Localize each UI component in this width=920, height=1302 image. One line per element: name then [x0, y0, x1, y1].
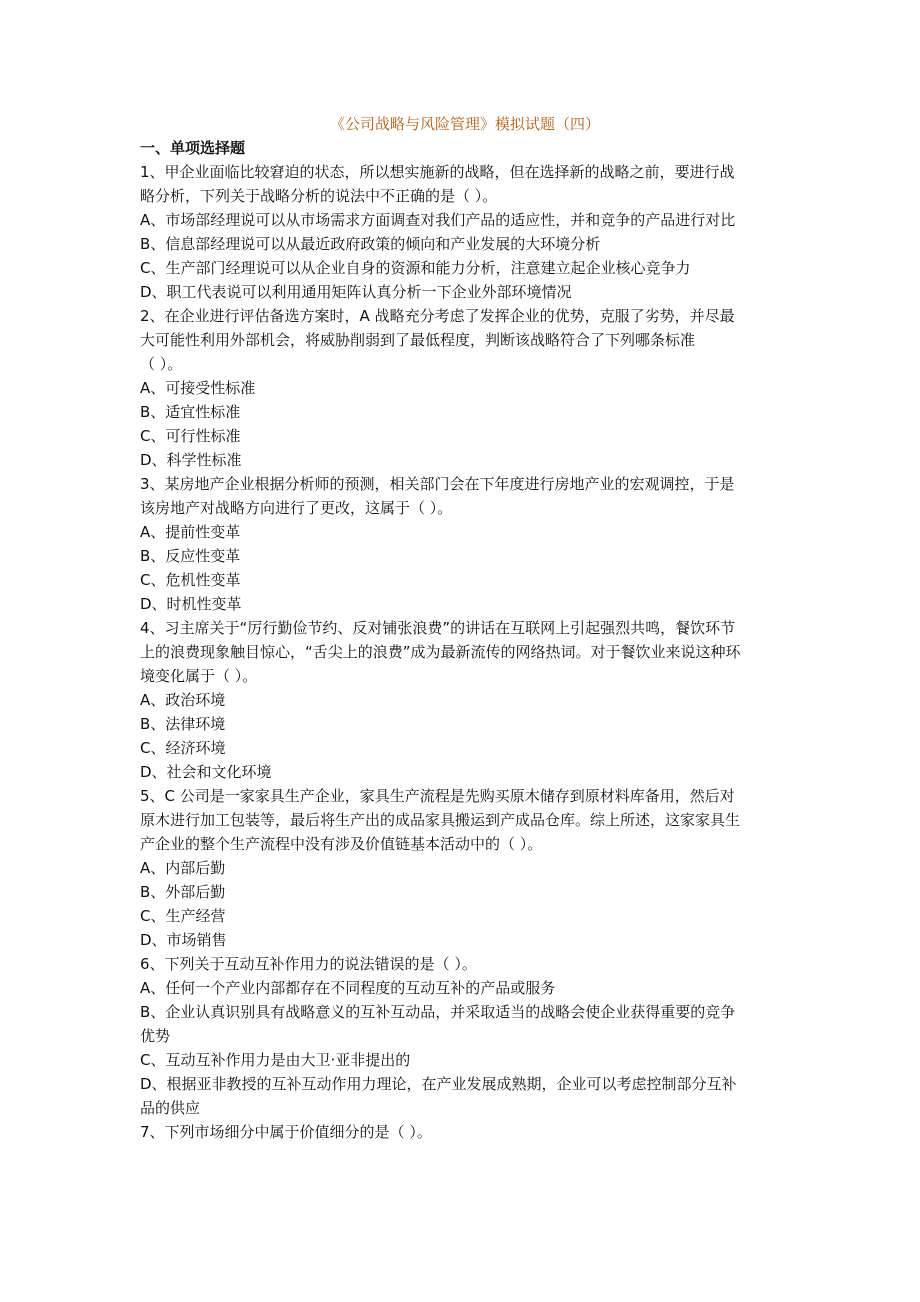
option-b: B、法律环境	[140, 715, 226, 733]
question-text-line: 7、下列市场细分中属于价值细分的是（ ）。	[140, 1123, 432, 1141]
section-heading: 一、单项选择题	[140, 139, 246, 157]
question-text-line: 5、C 公司是一家家具生产企业，家具生产流程是先购买原木储存到原材料库备用，然后对	[140, 787, 735, 805]
question-6	[140, 952, 790, 1120]
option-c: C、互动互补作用力是由大卫·亚非提出的	[140, 1051, 411, 1069]
question-text-line: 境变化属于（ ）。	[140, 667, 258, 685]
question-text-line: 2、在企业进行评估备选方案时，A 战略充分考虑了发挥企业的优势，克服了劣势，并尽最	[140, 307, 735, 325]
option-b: B、信息部经理说可以从最近政府政策的倾向和产业发展的大环境分析	[140, 235, 601, 253]
option-b: B、企业认真识别具有战略意义的互补互动品，并采取适当的战略会使企业获得重要的竞争	[140, 1003, 736, 1021]
question-text-line: 上的浪费现象触目惊心，“舌尖上的浪费”成为最新流传的网络热词。对于餐饮业来说这种环	[140, 643, 741, 661]
option-c: C、可行性标准	[140, 427, 241, 445]
option-c: C、生产经营	[140, 907, 226, 925]
question-text-line: 4、习主席关于“厉行勤俭节约、反对铺张浪费”的讲话在互联网上引起强烈共鸣，餐饮环节	[140, 619, 736, 637]
option-a: A、市场部经理说可以从市场需求方面调查对我们产品的适应性，并和竞争的产品进行对比	[140, 211, 736, 229]
question-text-line: 略分析，下列关于战略分析的说法中不正确的是（ ）。	[140, 187, 498, 205]
document-page	[140, 112, 790, 1144]
question-text-line: 原木进行加工包装等，最后将生产出的成品家具搬运到产成品仓库。综上所述，这家家具生	[140, 811, 741, 829]
option-a: A、政治环境	[140, 691, 226, 709]
question-text-line: 6、下列关于互动互补作用力的说法错误的是（ ）。	[140, 955, 477, 973]
question-text-line: 1、甲企业面临比较窘迫的状态，所以想实施新的战略，但在选择新的战略之前，要进行战	[140, 163, 735, 181]
option-d: D、科学性标准	[140, 451, 242, 469]
option-d: D、时机性变革	[140, 595, 242, 613]
option-d: D、根据亚非教授的互补互动作用力理论，在产业发展成熟期，企业可以考虑控制部分互补	[140, 1075, 737, 1093]
option-b: B、反应性变革	[140, 547, 241, 565]
option-a: A、任何一个产业内部都存在不同程度的互动互补的产品或服务	[140, 979, 556, 997]
question-3	[140, 472, 790, 616]
option-d: D、职工代表说可以利用通用矩阵认真分析一下企业外部环境情况	[140, 283, 572, 301]
option-b-continued: 优势	[140, 1027, 171, 1045]
option-a: A、内部后勤	[140, 859, 226, 877]
question-text-line: （ ）。	[140, 355, 183, 373]
question-1	[140, 160, 790, 304]
option-c: C、经济环境	[140, 739, 226, 757]
option-d-continued: 品的供应	[140, 1099, 201, 1117]
option-d: D、市场销售	[140, 931, 227, 949]
option-b: B、适宜性标准	[140, 403, 241, 421]
option-d: D、社会和文化环境	[140, 763, 272, 781]
question-text-line: 产企业的整个生产流程中没有涉及价值链基本活动中的（ ）。	[140, 835, 543, 853]
question-4	[140, 616, 790, 784]
question-5	[140, 784, 790, 952]
option-b: B、外部后勤	[140, 883, 226, 901]
option-a: A、可接受性标准	[140, 379, 256, 397]
question-text-line: 3、某房地产企业根据分析师的预测，相关部门会在下年度进行房地产业的宏观调控，于是	[140, 475, 735, 493]
question-text-line: 大可能性利用外部机会，将威胁削弱到了最低程度，判断该战略符合了下列哪条标准	[140, 331, 696, 349]
question-7	[140, 1120, 790, 1144]
option-a: A、提前性变革	[140, 523, 241, 541]
question-text-line: 该房地产对战略方向进行了更改，这属于（ ）。	[140, 499, 453, 517]
question-2	[140, 304, 790, 472]
option-c: C、生产部门经理说可以从企业自身的资源和能力分析，注意建立起企业核心竞争力	[140, 259, 691, 277]
option-c: C、危机性变革	[140, 571, 241, 589]
document-title: 《公司战略与风险管理》模拟试题（四）	[329, 115, 600, 133]
